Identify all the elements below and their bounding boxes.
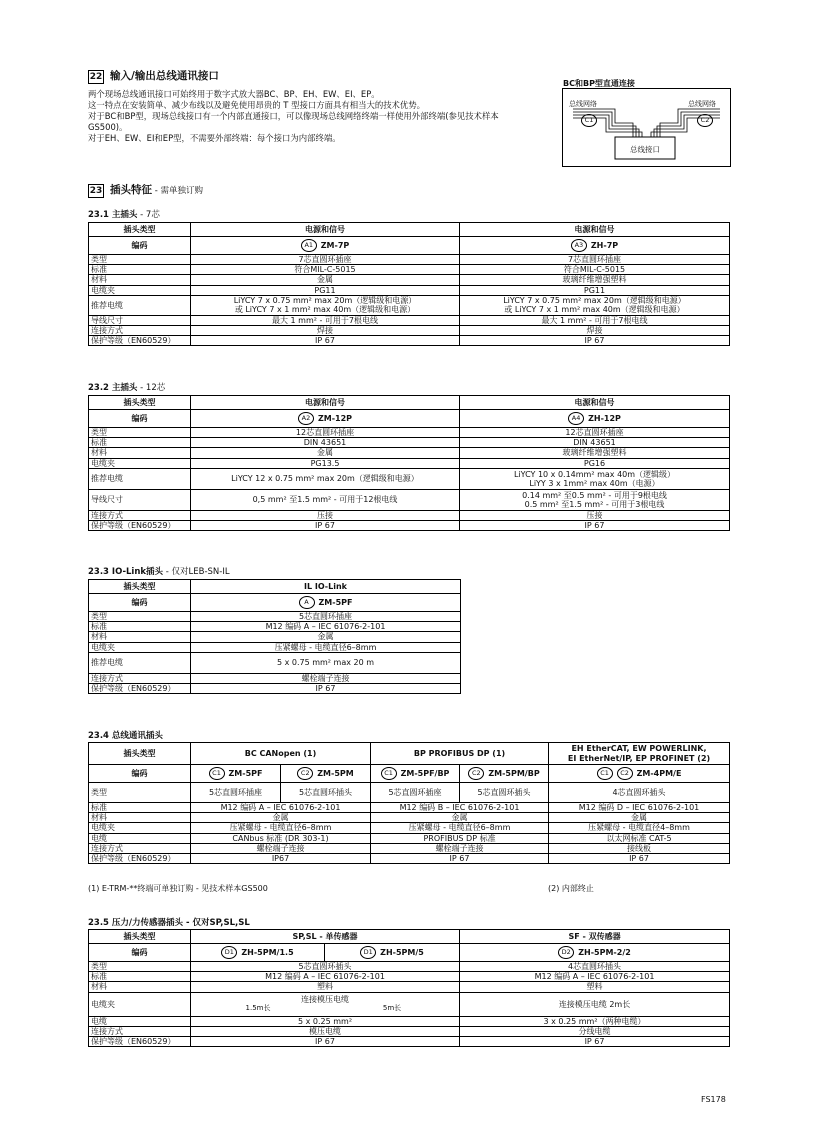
code-circle: A1 <box>301 239 317 252</box>
cell-line: LiYCY 12 x 0.75 mm² max 20m（逻辑级和电源） <box>231 474 419 484</box>
cell: 连接模压电缆 2m长 <box>460 992 730 1016</box>
header-cell: 电源和信号 <box>460 396 730 410</box>
cell: 5芯直圆环插座 <box>371 783 460 803</box>
cell: IP 67 <box>191 684 461 694</box>
cell: 焊接 <box>191 326 460 336</box>
cell: IP 67 <box>191 336 460 346</box>
code-circle: A <box>299 596 315 609</box>
row-label: 保护等级（EN60529） <box>89 1037 191 1047</box>
table-row <box>89 255 730 265</box>
subsection-suffix: - 7芯 <box>137 210 160 220</box>
paragraph-line: 对于EH、EW、EI和EP型，不需要外部终端：每个接口为内部终端。 <box>88 133 341 143</box>
cell: 最大 1 mm² - 可用于7根电线 <box>460 315 730 325</box>
table-row <box>89 652 461 673</box>
cell: 焊接 <box>460 326 730 336</box>
cell <box>460 295 730 315</box>
cell: 12芯直圆环插座 <box>191 428 460 438</box>
row-label: 推荐电缆 <box>89 652 191 673</box>
code-circle: A4 <box>568 412 584 425</box>
header-line: EI EtherNet/IP, EP PROFINET (2) <box>567 753 711 763</box>
cell: IP 67 <box>191 521 460 531</box>
table-row <box>89 823 730 833</box>
bus-interface-box: 总线接口 <box>630 145 660 154</box>
row-label: 标准 <box>89 972 191 982</box>
code-text: ZM-5PF <box>228 769 263 778</box>
row-label: 电缆夹 <box>89 992 191 1016</box>
table-row <box>89 275 730 285</box>
cell: 7芯直圆环插座 <box>460 255 730 265</box>
cell <box>460 468 730 489</box>
cell: 压紧螺母 - 电缆直径4–8mm <box>549 823 730 833</box>
section-title: 输入/输出总线通讯接口 <box>110 70 219 82</box>
row-label: 保护等级（EN60529） <box>89 854 191 864</box>
row-label: 类型 <box>89 428 191 438</box>
cell-line: 或 LiYCY 7 x 1 mm² max 40m（逻辑级和电源） <box>504 305 685 315</box>
table-row <box>89 642 461 652</box>
table-row <box>89 673 461 683</box>
table-bus-connectors <box>88 742 730 864</box>
footnote-2: (2) 内部终止 <box>548 884 594 893</box>
header-cell: IL IO-Link <box>191 580 461 594</box>
cell: IP 67 <box>460 336 730 346</box>
cell: PROFIBUS DP 标准 <box>371 833 549 843</box>
table-row <box>89 833 730 843</box>
table-row <box>89 458 730 468</box>
cell: M12 编码 B – IEC 61076-2-101 <box>371 803 549 813</box>
table-row <box>89 684 461 694</box>
cell: 5芯直圆环插座 <box>191 612 461 622</box>
row-label: 材料 <box>89 632 191 642</box>
connector-c2-icon: C2 <box>697 114 713 127</box>
code-circle: D1 <box>360 946 376 959</box>
row-label: 导线尺寸 <box>89 489 191 510</box>
cell: 金属 <box>191 448 460 458</box>
cell: IP 67 <box>371 854 549 864</box>
header-cell: 插头类型 <box>89 223 191 237</box>
header-line: EH EtherCAT, EW POWERLINK, <box>571 744 707 754</box>
subsection-suffix: - 12芯 <box>137 383 166 393</box>
subsection-suffix: - 仅对SP,SL,SL <box>183 918 250 928</box>
code-circle: A2 <box>298 412 314 425</box>
table-row <box>89 1016 730 1026</box>
cell: M12 编码 A – IEC 61076-2-101 <box>191 803 371 813</box>
cell <box>460 489 730 510</box>
cell-line: LiYCY 7 x 0.75 mm² max 20m（逻辑级和电源） <box>503 296 686 306</box>
table-row <box>89 1026 730 1036</box>
cell: 5芯直圆环插头 <box>460 783 549 803</box>
section-title-suffix: - 需单独订购 <box>152 186 203 196</box>
header-cell: 电源和信号 <box>460 223 730 237</box>
header-cell: BP PROFIBUS DP (1) <box>371 743 549 765</box>
cell-line: 或 LiYCY 7 x 1 mm² max 40m（逻辑级和电源） <box>234 305 416 315</box>
subsection-title: 23.1 主插头 <box>88 210 138 220</box>
row-label: 导线尺寸 <box>89 315 191 325</box>
subsection-suffix: - 仅对LEB-SN-IL <box>163 567 230 577</box>
code-circle: A3 <box>571 239 587 252</box>
cell-line: 连接模压电缆 <box>301 994 349 1004</box>
cable-length-row <box>191 1004 459 1013</box>
row-label: 标准 <box>89 438 191 448</box>
cable-length-long: 5m长 <box>382 1004 402 1013</box>
cell: IP 67 <box>460 1037 730 1047</box>
cable-length-short: 1.5m长 <box>245 1004 271 1013</box>
row-label: 电缆夹 <box>89 642 191 652</box>
code-text: ZM-5PM <box>317 769 354 778</box>
cell: DIN 43651 <box>460 438 730 448</box>
table-row <box>89 295 730 315</box>
code-circle: C1 <box>209 767 225 780</box>
table-row <box>89 1037 730 1047</box>
subsection-23-5-heading <box>88 916 250 928</box>
code-circle: C1 <box>597 767 613 780</box>
cell <box>191 468 460 489</box>
code-cell <box>325 944 460 962</box>
cell: 接线板 <box>549 843 730 853</box>
subsection-23-3-heading <box>88 565 230 577</box>
row-label: 保护等级（EN60529） <box>89 336 191 346</box>
cell: 塑料 <box>191 982 460 992</box>
code-text: ZM-7P <box>320 241 350 250</box>
cell: 以太网标准 CAT-5 <box>549 833 730 843</box>
paragraph-line: 这一特点在安装简单、减少布线以及避免使用昂贵的 T 型接口方面具有相当大的技术优势。 <box>88 100 426 110</box>
cell-line: 0.5 mm² 至1.5 mm² - 可用于3根电线 <box>524 499 665 509</box>
code-text: ZM-4PM/E <box>636 769 682 778</box>
row-label: 电缆 <box>89 833 191 843</box>
header-cell: 插头类型 <box>89 396 191 410</box>
header-cell: SP,SL - 单传感器 <box>191 930 460 944</box>
table-row <box>89 468 730 489</box>
table-row <box>89 428 730 438</box>
code-cell <box>549 765 730 783</box>
code-circle: C2 <box>297 767 313 780</box>
cell: IP 67 <box>549 854 730 864</box>
paragraph-line: 两个现场总线通讯接口可始终用于数字式放大器BC、BP、EH、EW、EI、EP。 <box>88 89 380 99</box>
cell: 压紧螺母 - 电缆直径6–8mm <box>371 823 549 833</box>
code-cell <box>460 765 549 783</box>
row-label: 连接方式 <box>89 510 191 520</box>
table-row <box>89 813 730 823</box>
cell: 压接 <box>191 510 460 520</box>
cell: 4芯直圆环插头 <box>549 783 730 803</box>
page-number: FS178 <box>701 1095 726 1104</box>
cell-line: 0,5 mm² 至1.5 mm² - 可用于12根电线 <box>252 495 398 505</box>
subsection-title: 23.5 压力/力传感器插头 <box>88 918 184 928</box>
section-22-heading <box>88 68 219 84</box>
header-cell: 编码 <box>89 944 191 962</box>
row-label: 类型 <box>89 783 191 803</box>
row-label: 连接方式 <box>89 843 191 853</box>
header-cell: 电源和信号 <box>191 223 460 237</box>
table-row <box>89 972 730 982</box>
row-label: 连接方式 <box>89 673 191 683</box>
row-label: 连接方式 <box>89 326 191 336</box>
cell: IP 67 <box>191 1037 460 1047</box>
code-cell <box>460 944 730 962</box>
table-row <box>89 854 730 864</box>
row-label: 连接方式 <box>89 1026 191 1036</box>
table-row <box>89 622 461 632</box>
cell-line: 0.14 mm² 至0.5 mm² - 可用于9根电线 <box>522 490 667 500</box>
cell <box>191 295 460 315</box>
cell: M12 编码 A – IEC 61076-2-101 <box>460 972 730 982</box>
cell: IP 67 <box>460 521 730 531</box>
cell: 模压电缆 <box>191 1026 460 1036</box>
code-cell <box>191 237 460 255</box>
header-cell: SF - 双传感器 <box>460 930 730 944</box>
header-cell: BC CANopen (1) <box>191 743 371 765</box>
cell <box>191 489 460 510</box>
subsection-title: 23.2 主插头 <box>88 383 138 393</box>
cell: 5 x 0.25 mm² <box>191 1016 460 1026</box>
code-text: ZM-5PM/BP <box>488 769 540 778</box>
cell: 符合MIL-C-5015 <box>191 265 460 275</box>
code-cell <box>191 765 281 783</box>
row-label: 电缆夹 <box>89 285 191 295</box>
row-label: 推荐电缆 <box>89 468 191 489</box>
table-row <box>89 265 730 275</box>
table-row <box>89 336 730 346</box>
code-cell <box>371 765 460 783</box>
table-row <box>89 521 730 531</box>
subsection-23-4-heading: 23.4 总线通讯插头 <box>88 731 163 741</box>
cell: 压紧螺母 - 电缆直径6–8mm <box>191 642 461 652</box>
table-row <box>89 438 730 448</box>
code-circle: C2 <box>617 767 633 780</box>
cell-line: LiYY 3 x 1mm² max 40m（电源） <box>529 478 660 488</box>
cell-line: LiYCY 7 x 0.75 mm² max 20m（逻辑级和电源） <box>233 296 417 306</box>
cell: 螺栓端子连接 <box>191 843 371 853</box>
cell: PG11 <box>460 285 730 295</box>
passthrough-diagram <box>562 88 731 167</box>
subsection-title: 23.3 IO-Link插头 <box>88 567 164 577</box>
row-label: 电缆夹 <box>89 823 191 833</box>
section-22-text <box>88 89 558 144</box>
table-iolink-connector <box>88 579 461 694</box>
cell: PG11 <box>191 285 460 295</box>
code-text: ZM-5PF/BP <box>400 769 450 778</box>
row-label: 类型 <box>89 962 191 972</box>
code-text: ZH-5PM/5 <box>380 948 424 957</box>
cell: 塑料 <box>460 982 730 992</box>
table-row <box>89 803 730 813</box>
code-circle: C1 <box>381 767 397 780</box>
row-label: 材料 <box>89 813 191 823</box>
row-label: 推荐电缆 <box>89 295 191 315</box>
code-cell <box>191 594 461 612</box>
code-cell <box>460 237 730 255</box>
row-label: 保护等级（EN60529） <box>89 684 191 694</box>
table-row <box>89 285 730 295</box>
cell: 金属 <box>549 813 730 823</box>
section-number: 22 <box>89 72 103 82</box>
cell: PG16 <box>460 458 730 468</box>
code-cell <box>191 944 325 962</box>
table-row <box>89 510 730 520</box>
table-row <box>89 843 730 853</box>
row-label: 电缆 <box>89 1016 191 1026</box>
header-cell: 插头类型 <box>89 580 191 594</box>
header-cell <box>549 743 730 765</box>
table-12pin-connectors <box>88 395 730 531</box>
table-sensor-connectors <box>88 929 730 1047</box>
cell: 最大 1 mm² - 可用于7根电线 <box>191 315 460 325</box>
section-number: 23 <box>89 186 103 196</box>
code-text: ZH-5PM-2/2 <box>578 948 631 957</box>
footnote-1: (1) E-TRM-**终端可单独订购 - 见技术样本GS500 <box>88 884 268 893</box>
cell: IP67 <box>191 854 371 864</box>
code-text: ZH-5PM/1.5 <box>241 948 294 957</box>
header-cell: 插头类型 <box>89 930 191 944</box>
code-cell <box>191 410 460 428</box>
connector-c1-icon: C1 <box>581 114 597 127</box>
paragraph-line: 对于BC和BP型，现场总线接口有一个内部直通接口，可以像现场总线网络终端一样使用外部终端(参见技术样本 <box>88 111 499 121</box>
cell: 5 x 0.75 mm² max 20 m <box>191 652 461 673</box>
subsection-23-2-heading <box>88 381 165 393</box>
cell: CANbus 标准 (DR 303-1) <box>191 833 371 843</box>
cell: 4芯直圆环插头 <box>460 962 730 972</box>
table-row <box>89 992 730 1016</box>
cell: 玻璃纤维增强塑料 <box>460 448 730 458</box>
table-row <box>89 489 730 510</box>
row-label: 材料 <box>89 982 191 992</box>
cell <box>191 992 460 1016</box>
cell: 符合MIL-C-5015 <box>460 265 730 275</box>
subsection-23-1-heading <box>88 208 160 220</box>
header-cell: 编码 <box>89 237 191 255</box>
row-label: 标准 <box>89 265 191 275</box>
cell: 压接 <box>460 510 730 520</box>
section-title: 插头特征 <box>110 184 152 196</box>
row-label: 类型 <box>89 255 191 265</box>
cell: M12 编码 A – IEC 61076-2-101 <box>191 972 460 982</box>
cell: 金属 <box>371 813 549 823</box>
table-row <box>89 448 730 458</box>
cell: 12芯直圆环插座 <box>460 428 730 438</box>
table-row <box>89 982 730 992</box>
cell-line: LiYCY 10 x 0.14mm² max 40m（逻辑级） <box>513 469 676 479</box>
cell: 玻璃纤维增强塑料 <box>460 275 730 285</box>
row-label: 类型 <box>89 612 191 622</box>
code-text: ZH-12P <box>588 414 621 423</box>
cell: 金属 <box>191 632 461 642</box>
table-row <box>89 632 461 642</box>
header-cell: 编码 <box>89 410 191 428</box>
cell: DIN 43651 <box>191 438 460 448</box>
cell: 压紧螺母 - 电缆直径6–8mm <box>191 823 371 833</box>
bus-network-label-left: 总线网络 <box>569 100 597 108</box>
row-label: 保护等级（EN60529） <box>89 521 191 531</box>
row-label: 标准 <box>89 803 191 813</box>
code-text: ZM-12P <box>317 414 353 423</box>
row-label: 电缆夹 <box>89 458 191 468</box>
row-label: 材料 <box>89 275 191 285</box>
cell: 分线电缆 <box>460 1026 730 1036</box>
cell: 3 x 0.25 mm²（两种电缆） <box>460 1016 730 1026</box>
code-cell <box>460 410 730 428</box>
cell: 金属 <box>191 813 371 823</box>
cell: 螺栓端子连接 <box>371 843 549 853</box>
table-7pin-connectors <box>88 222 730 346</box>
row-label: 材料 <box>89 448 191 458</box>
code-text: ZH-7P <box>590 241 619 250</box>
cell: 金属 <box>191 275 460 285</box>
row-label: 标准 <box>89 622 191 632</box>
header-cell: 编码 <box>89 765 191 783</box>
table-row <box>89 326 730 336</box>
code-circle: D2 <box>558 946 574 959</box>
code-circle: C2 <box>468 767 484 780</box>
cell: PG13.5 <box>191 458 460 468</box>
code-circle: D1 <box>221 946 237 959</box>
cell: 5芯直圆环插座 <box>191 783 281 803</box>
header-cell: 插头类型 <box>89 743 191 765</box>
table-row <box>89 962 730 972</box>
cell: 5芯直圆环插头 <box>281 783 371 803</box>
section-23-heading <box>88 182 203 198</box>
paragraph-line: GS500)。 <box>88 122 128 132</box>
cell: M12 编码 A – IEC 61076-2-101 <box>191 622 461 632</box>
code-cell <box>281 765 371 783</box>
diagram-title: BC和BP型直通连接 <box>563 79 635 88</box>
code-text: ZM-5PF <box>318 598 353 607</box>
cell: 7芯直圆环插座 <box>191 255 460 265</box>
table-row <box>89 315 730 325</box>
cell: M12 编码 D – IEC 61076-2-101 <box>549 803 730 813</box>
cell: 螺栓端子连接 <box>191 673 461 683</box>
bus-network-label-right: 总线网络 <box>688 100 716 108</box>
table-row <box>89 783 730 803</box>
header-cell: 电源和信号 <box>191 396 460 410</box>
header-cell: 编码 <box>89 594 191 612</box>
table-row <box>89 612 461 622</box>
cell: 5芯直圆环插头 <box>191 962 460 972</box>
